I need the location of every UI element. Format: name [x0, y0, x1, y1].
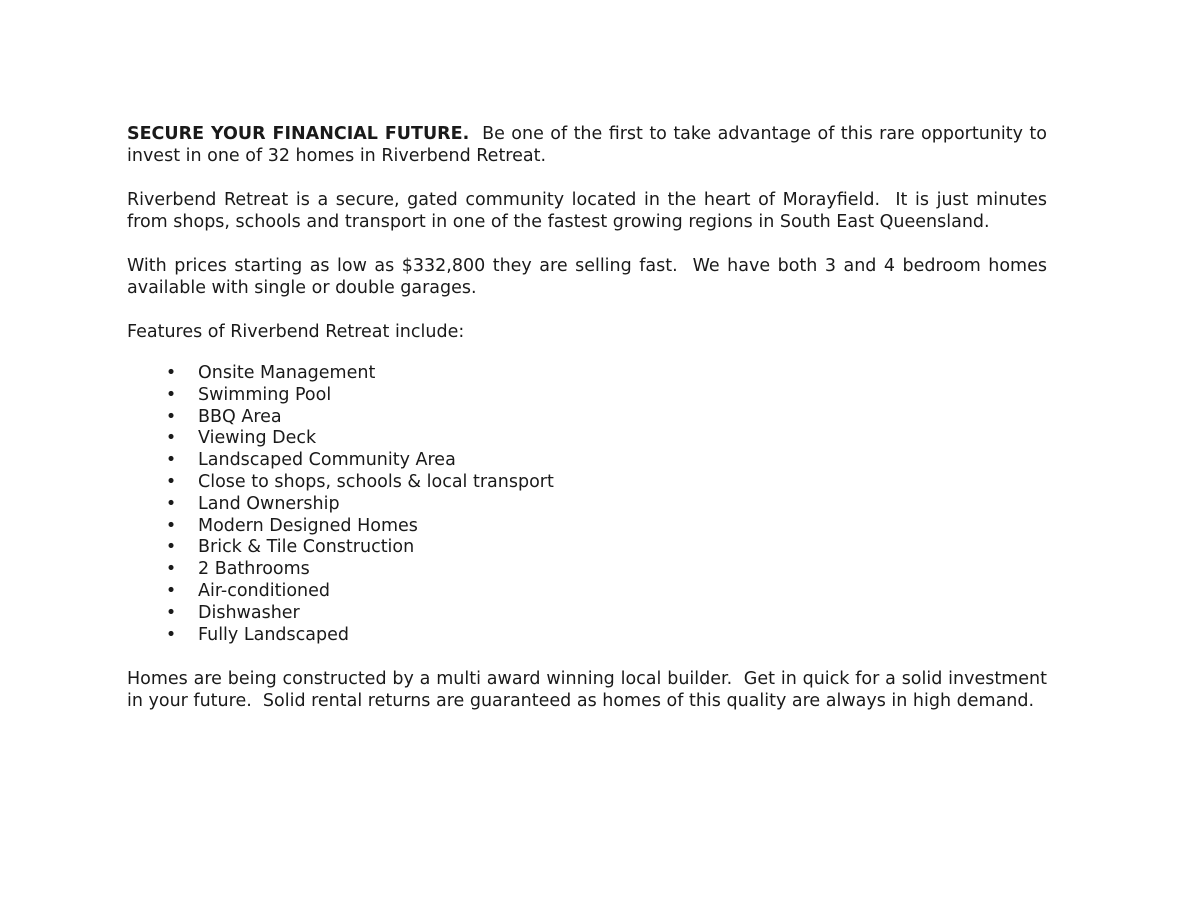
feature-label: Air-conditioned: [198, 580, 331, 601]
list-item: [127, 385, 1047, 407]
feature-label: Dishwasher: [198, 602, 300, 623]
bullet-icon: •: [165, 493, 177, 514]
bullet-icon: •: [165, 471, 177, 492]
list-item: [127, 625, 1047, 647]
feature-label: Close to shops, schools & local transport: [198, 471, 554, 492]
bullet-icon: •: [165, 537, 177, 558]
bullet-icon: •: [165, 450, 177, 471]
closing-paragraph: Homes are being constructed by a multi award winning local builder. Get in quick for a solid investment in your future. Solid rental returns are guaranteed as homes of this quality are always in high demand.: [127, 669, 1053, 712]
features-list: [127, 363, 1047, 646]
bullet-icon: •: [165, 384, 177, 405]
feature-label: Swimming Pool: [198, 384, 332, 405]
feature-label: Fully Landscaped: [198, 624, 349, 645]
intro-paragraph: [127, 123, 1053, 167]
bullet-icon: •: [165, 624, 177, 645]
intro-text: Be one of the first to take advantage of this rare opportunity to invest in one of 32 homes in Riverbend Retreat.: [127, 124, 1053, 166]
feature-label: Modern Designed Homes: [198, 515, 418, 536]
list-item: [127, 407, 1047, 429]
list-item: [127, 559, 1047, 581]
bullet-icon: •: [165, 580, 177, 601]
bullet-icon: •: [165, 602, 177, 623]
list-item: [127, 603, 1047, 625]
list-item: [127, 537, 1047, 559]
intro-lead-heading: SECURE YOUR FINANCIAL FUTURE.: [127, 124, 470, 144]
list-item: [127, 494, 1047, 516]
list-item: [127, 363, 1047, 385]
list-item: [127, 450, 1047, 472]
list-item: [127, 428, 1047, 450]
feature-label: Viewing Deck: [198, 428, 317, 449]
feature-label: Brick & Tile Construction: [198, 537, 415, 558]
bullet-icon: •: [165, 406, 177, 427]
community-paragraph: Riverbend Retreat is a secure, gated community located in the heart of Morayfield. It is just minutes from shops, schools and transport in one of the fastest growing regions in South East Queensland.: [127, 190, 1053, 232]
bullet-icon: •: [165, 428, 177, 449]
feature-label: 2 Bathrooms: [198, 559, 310, 580]
feature-label: BBQ Area: [198, 406, 282, 427]
list-item: [127, 581, 1047, 603]
feature-label: Onsite Management: [198, 363, 376, 383]
document-body: [127, 123, 1053, 712]
list-item: [127, 516, 1047, 538]
bullet-icon: •: [165, 559, 177, 580]
prices-paragraph: With prices starting as low as $332,800 they are selling fast. We have both 3 and 4 bedroom homes available with single or double garages.: [127, 256, 1053, 298]
features-intro: Features of Riverbend Retreat include:: [127, 322, 465, 342]
bullet-icon: •: [165, 363, 177, 383]
list-item: [127, 472, 1047, 494]
feature-label: Land Ownership: [198, 493, 340, 514]
bullet-icon: •: [165, 515, 177, 536]
feature-label: Landscaped Community Area: [198, 450, 456, 471]
